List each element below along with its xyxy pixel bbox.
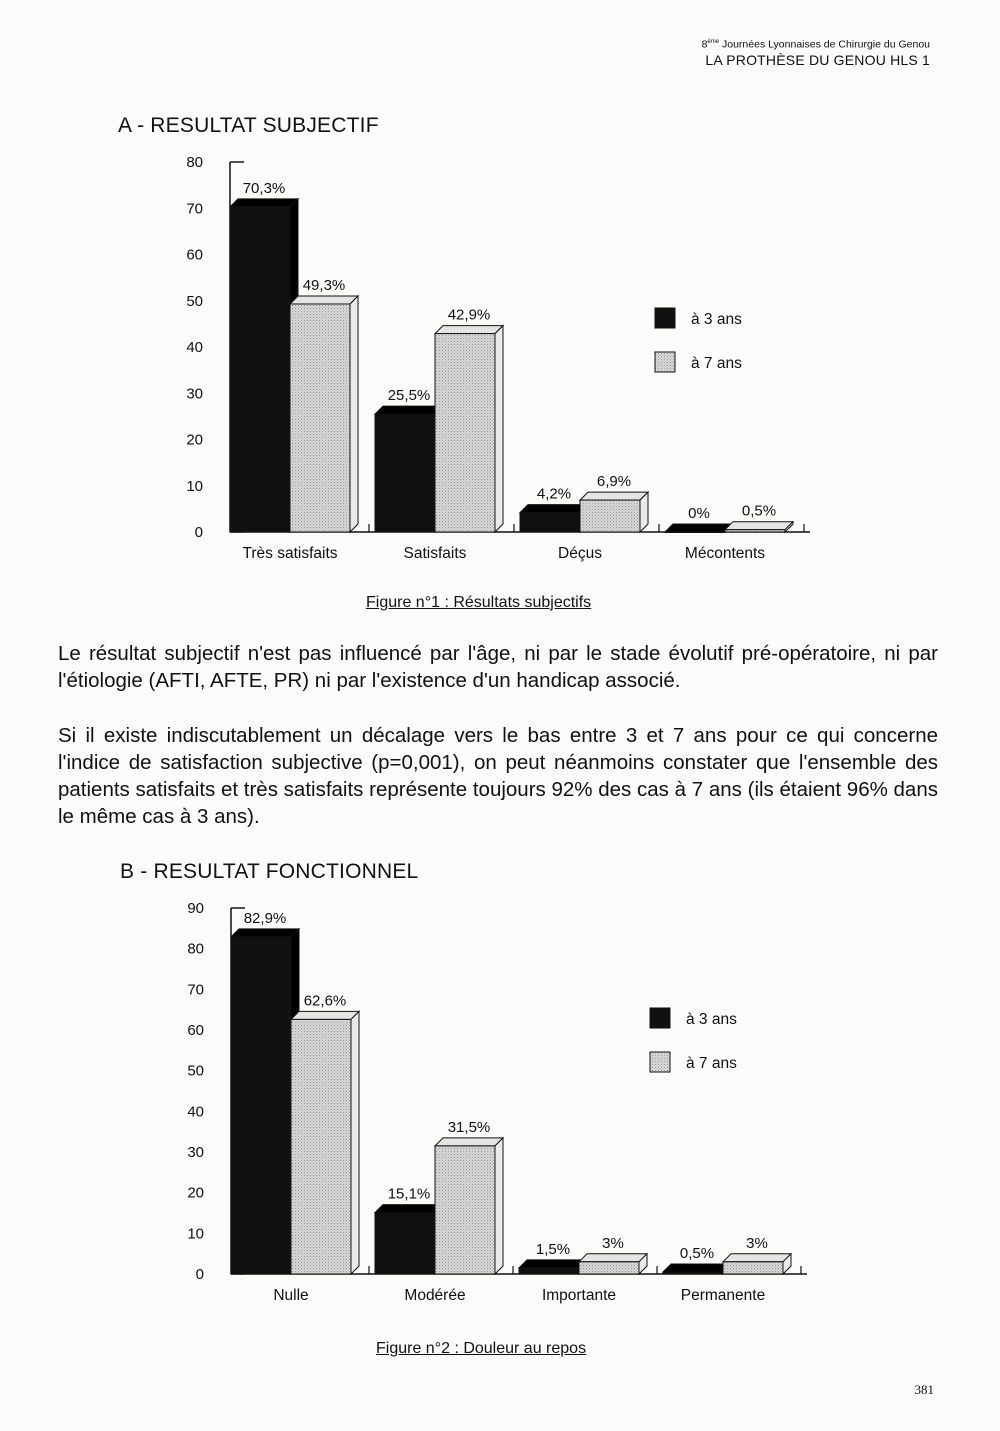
edition-number: 8	[701, 38, 708, 51]
edition-suffix: ème	[707, 39, 720, 45]
bar-7ans	[435, 334, 495, 532]
category-label: Déçus	[558, 545, 602, 562]
legend-label: à 7 ans	[691, 355, 742, 372]
data-label: 0%	[688, 505, 710, 522]
y-tick-label: 70	[187, 981, 204, 999]
y-tick-label: 60	[186, 246, 203, 264]
chart-subjective-results	[160, 140, 840, 570]
bar-top-face	[519, 1260, 587, 1268]
legend-swatch-3ans	[650, 1008, 670, 1028]
bar-7ans	[435, 1146, 495, 1274]
legend-label: à 3 ans	[691, 311, 742, 328]
data-label: 3%	[602, 1234, 624, 1252]
data-label: 25,5%	[387, 387, 431, 405]
bar-side-face	[495, 326, 503, 532]
figure-2-caption: Figure n°2 : Douleur au repos	[376, 1340, 587, 1357]
bar-top-face	[579, 1254, 647, 1262]
y-tick-label: 50	[186, 292, 203, 310]
bar-top-face	[435, 326, 503, 334]
legend-label: à 3 ans	[686, 1011, 737, 1028]
data-label: 70,3%	[242, 179, 286, 197]
data-label: 49,3%	[302, 276, 346, 294]
legend-swatch-7ans	[650, 1052, 670, 1072]
bar-top-face	[230, 199, 298, 207]
category-label: Nulle	[273, 1287, 309, 1304]
bar-top-face	[580, 492, 648, 500]
chart-pain-at-rest	[160, 890, 840, 1310]
conference-name: Journées Lyonnaises de Chirurgie du Genou	[722, 38, 930, 51]
y-tick-label: 40	[186, 339, 203, 356]
category-label: Mécontents	[684, 545, 766, 562]
section-a-title: A - RESULTAT SUBJECTIF	[118, 114, 379, 137]
y-tick-label: 80	[187, 940, 204, 958]
bar-3ans	[520, 513, 580, 532]
bar-7ans	[580, 500, 640, 532]
y-tick-label: 80	[186, 154, 203, 171]
y-tick-label: 0	[195, 1266, 204, 1283]
data-label: 0,5%	[679, 1244, 715, 1262]
data-label: 62,6%	[303, 992, 347, 1010]
y-tick-label: 40	[187, 1103, 204, 1121]
bar-top-face	[723, 1254, 791, 1262]
bar-3ans	[519, 1268, 579, 1274]
bar-top-face	[665, 524, 733, 532]
figure-1-caption: Figure n°1 : Résultats subjectifs	[366, 594, 592, 611]
legend-swatch-7ans	[655, 352, 675, 372]
y-tick-label: 10	[187, 1225, 204, 1243]
bar-top-face	[291, 1011, 359, 1019]
paragraph-1: Le résultat subjectif n'est pas influencé par l'âge, ni par le stade évolutif pré-opératoire, ni par l'étiologie (AFTI, AFTE, PR) ni par l'existence d'un handicap associé.	[58, 642, 938, 692]
category-label: Très satisfaits	[242, 545, 338, 562]
paragraph-2: Si il existe indiscutablement un décalage vers le bas entre 3 et 7 ans pour ce qui concerne l'indice de satisfaction subjective (p=0,001), on peut néanmoins constater que l'ensemble des patients satisfaits et très satisfaits représente toujours 92% des cas à 7 ans (ils étaient 96% dans le même cas à 3 ans).	[58, 724, 938, 828]
bar-3ans	[663, 1272, 723, 1274]
data-label: 82,9%	[243, 909, 287, 927]
y-tick-label: 70	[186, 200, 203, 218]
bar-top-face	[375, 1205, 443, 1213]
category-label: Importante	[541, 1287, 617, 1304]
data-label: 42,9%	[447, 306, 491, 324]
y-tick-label: 30	[186, 385, 203, 403]
legend-label: à 7 ans	[686, 1055, 737, 1072]
y-tick-label: 60	[187, 1022, 204, 1039]
bar-side-face	[350, 296, 358, 532]
data-label: 3%	[746, 1234, 768, 1252]
bar-7ans	[725, 530, 785, 532]
bar-3ans	[375, 1213, 435, 1274]
y-tick-label: 90	[187, 900, 204, 917]
category-label: Satisfaits	[403, 545, 467, 562]
conference-title	[702, 36, 930, 52]
category-label: Permanente	[680, 1287, 766, 1304]
bar-3ans	[375, 414, 435, 532]
bar-top-face	[375, 406, 443, 414]
bar-top-face	[520, 505, 588, 513]
page-number: 381	[914, 1382, 934, 1397]
bar-3ans	[231, 937, 291, 1274]
data-label: 4,2%	[536, 485, 572, 503]
y-tick-label: 20	[186, 431, 203, 449]
section-b-title: B - RESULTAT FONCTIONNEL	[120, 860, 419, 883]
bar-3ans	[230, 207, 290, 532]
y-tick-label: 20	[187, 1184, 204, 1202]
bar-7ans	[291, 1019, 351, 1274]
data-label: 15,1%	[387, 1185, 431, 1203]
data-label: 1,5%	[535, 1240, 571, 1258]
y-tick-label: 10	[186, 477, 203, 495]
y-tick-label: 50	[187, 1062, 204, 1080]
bar-top-face	[290, 296, 358, 304]
data-label: 31,5%	[447, 1118, 491, 1136]
bar-top-face	[663, 1264, 731, 1272]
running-header	[702, 36, 930, 68]
bar-side-face	[351, 1011, 359, 1274]
bar-side-face	[495, 1138, 503, 1274]
bar-3ans	[665, 532, 725, 533]
category-label: Modérée	[404, 1287, 466, 1304]
y-tick-label: 0	[194, 524, 203, 541]
bar-top-face	[435, 1138, 503, 1146]
bar-7ans	[290, 304, 350, 532]
bar-7ans	[723, 1262, 783, 1274]
y-tick-label: 30	[187, 1144, 204, 1161]
data-label: 6,9%	[596, 473, 632, 491]
bar-7ans	[579, 1262, 639, 1274]
legend-swatch-3ans	[655, 308, 675, 328]
data-label: 0,5%	[741, 502, 777, 520]
bar-top-face	[231, 929, 299, 937]
bar-top-face	[725, 522, 793, 530]
book-title: LA PROTHÈSE DU GENOU HLS 1	[705, 51, 930, 68]
